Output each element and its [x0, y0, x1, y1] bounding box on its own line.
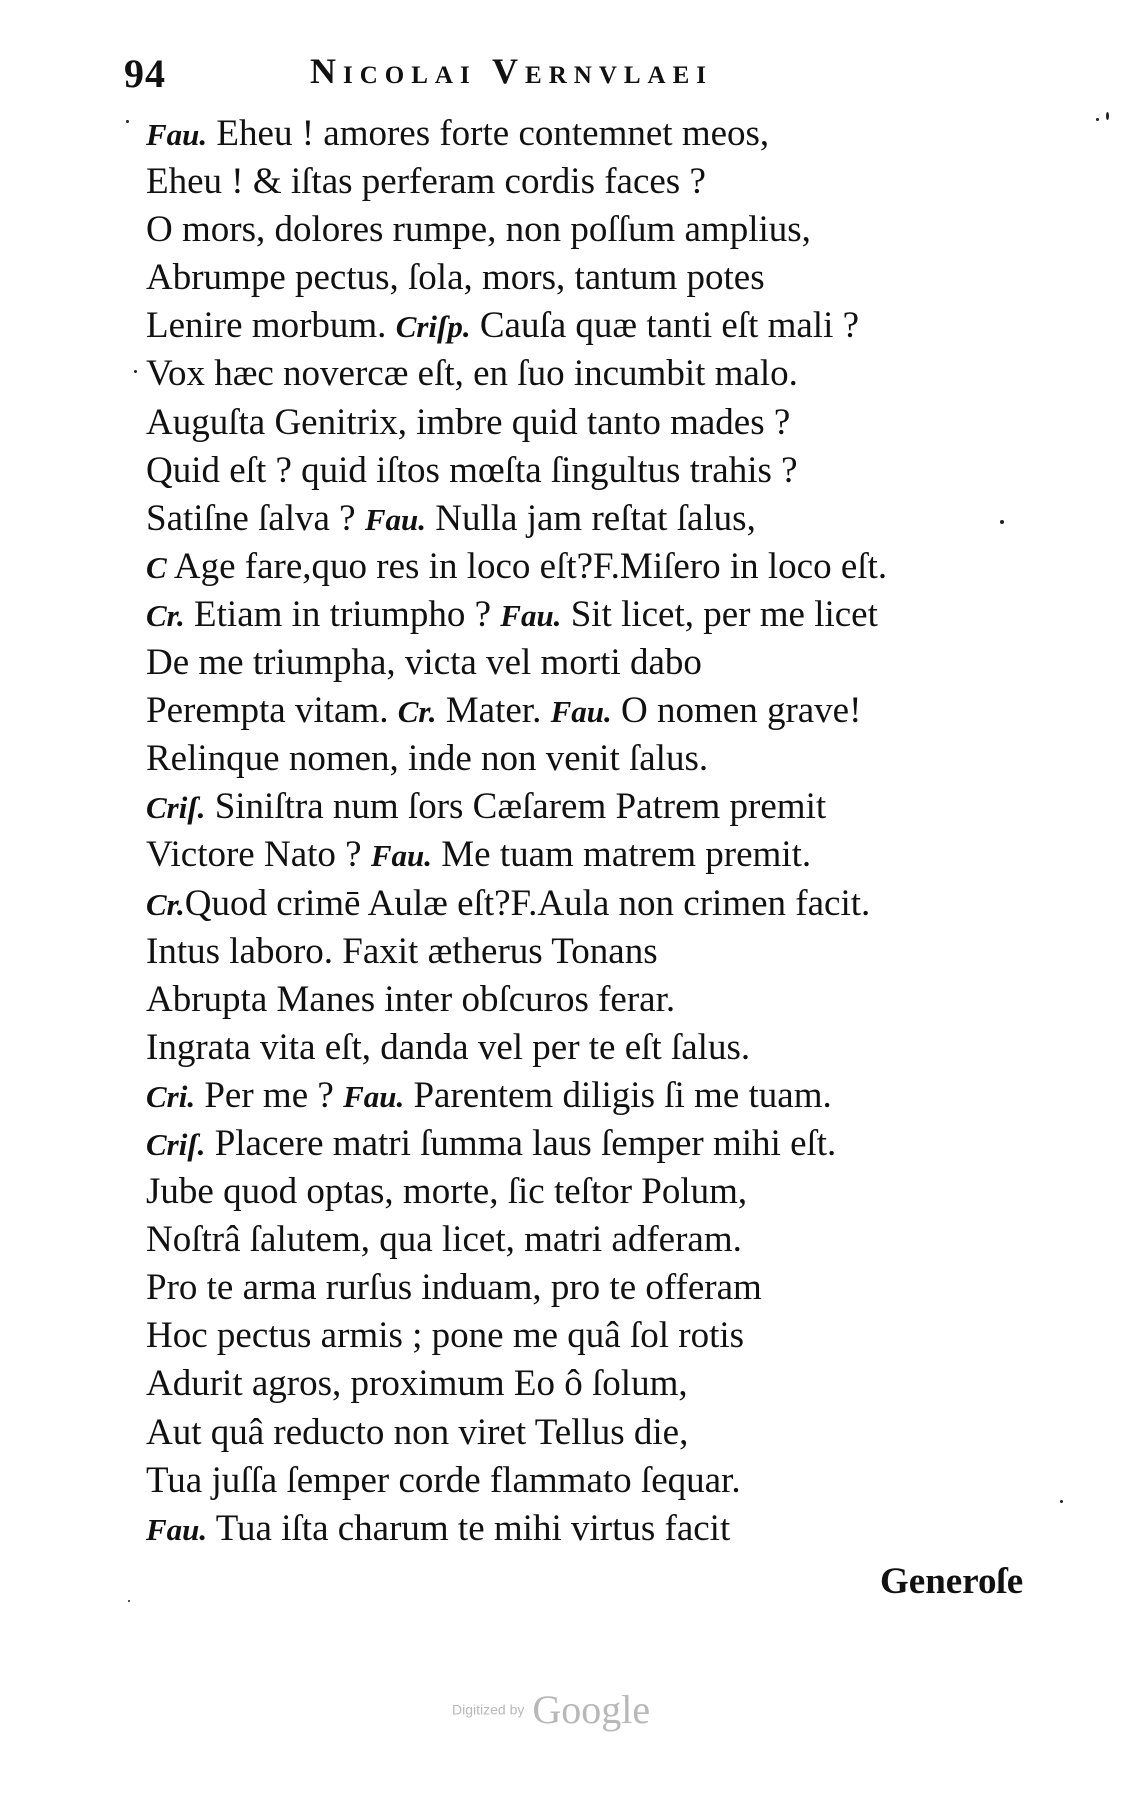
verse-text: Relinque nomen, inde non venit ſalus.	[146, 738, 709, 780]
verse-text: Sit licet, per me licet	[561, 593, 878, 635]
verse-line	[146, 1457, 1046, 1505]
verse-text: Cauſa quæ tanti eſt mali ?	[470, 305, 860, 347]
verse-line	[146, 1120, 1046, 1168]
verse-line	[146, 1360, 1046, 1408]
verse-text: Per me ?	[195, 1074, 344, 1116]
verse-line	[146, 1264, 1046, 1312]
verse-text: Mater.	[436, 690, 551, 732]
verse-text: Auguſta Genitrix, imbre quid tanto mades ?	[146, 401, 791, 443]
verse-line	[146, 1409, 1046, 1457]
verse-text: Me tuam matrem premit.	[432, 834, 812, 876]
verse-text: Vox hæc novercæ eſt, en ſuo incumbit malo.	[146, 353, 798, 395]
verse-text: Abrupta Manes inter obſcuros ferar.	[146, 978, 676, 1020]
verse-line	[146, 254, 1046, 302]
verse-text: Eheu ! & iſtas perferam cordis faces ?	[146, 161, 706, 203]
speaker-tag: Cr.	[397, 694, 437, 730]
verse-text: Intus laboro. Faxit ætherus Tonans	[146, 930, 658, 972]
verse-line	[146, 110, 1046, 158]
verse-text: Nulla jam reſtat ſalus,	[426, 497, 756, 539]
speaker-tag: Fau.	[146, 1511, 208, 1547]
verse-text: Placere matri ſumma laus ſemper mihi eſt.	[205, 1122, 837, 1164]
verse-line	[146, 350, 1046, 398]
verse-line	[146, 928, 1046, 976]
scan-speck	[1060, 1500, 1063, 1503]
verse-line	[146, 1312, 1046, 1360]
verse-line	[146, 880, 1046, 928]
verse-text: Satiſne ſalva ?	[146, 497, 365, 539]
verse-text: Jube quod optas, morte, ſic teſtor Polum,	[146, 1171, 748, 1213]
verse-text: Age fare,quo res in loco eſt?F.Miſero in loco eſt.	[166, 545, 888, 587]
digitization-watermark	[452, 1686, 650, 1733]
verse-line	[146, 1024, 1046, 1072]
verse-text: Noſtrâ ſalutem, qua licet, matri adferam.	[146, 1219, 742, 1261]
verse-text: Eheu ! amores forte contemnet meos,	[207, 113, 770, 154]
verse-line	[146, 1505, 1046, 1553]
watermark-logo: Google	[532, 1687, 651, 1732]
verse-line	[146, 831, 1046, 879]
verse-line	[146, 1168, 1046, 1216]
verse-text: Siniſtra num ſors Cæſarem Patrem premit	[205, 786, 827, 828]
speaker-tag: Fau.	[550, 694, 612, 730]
verse-line	[146, 1216, 1046, 1264]
verse-text: Ingrata vita eſt, danda vel per te eſt ſalus.	[146, 1026, 751, 1068]
verse-line	[146, 591, 1046, 639]
verse-text: Hoc pectus armis ; pone me quâ ſol rotis	[146, 1315, 745, 1357]
verse-text: Parentem diligis ſi me tuam.	[404, 1074, 832, 1116]
speaker-tag: Fau.	[146, 117, 208, 152]
verse-block	[146, 110, 1046, 1553]
verse-line	[146, 783, 1046, 831]
verse-text: Tua juſſa ſemper corde flammato ſequar.	[146, 1459, 741, 1501]
catchword: Generoſe	[880, 1561, 1024, 1602]
verse-text: Tua iſta charum te mihi virtus facit	[207, 1507, 731, 1549]
speaker-tag: Fau.	[500, 597, 562, 633]
verse-line	[146, 639, 1046, 687]
speaker-tag: C	[146, 549, 167, 585]
speaker-tag: Criſp.	[395, 309, 471, 345]
scan-speck	[1000, 520, 1004, 524]
page-number: 94	[124, 51, 166, 96]
speaker-tag: Cr.	[146, 597, 185, 633]
speaker-tag: Fau.	[370, 838, 432, 874]
verse-line	[146, 206, 1046, 254]
watermark-prefix: Digitized by	[452, 1701, 525, 1718]
verse-text: Quid eſt ? quid iſtos mœſta ſingultus trahis ?	[146, 449, 798, 491]
verse-line	[146, 158, 1046, 206]
verse-line	[146, 543, 1046, 591]
verse-text: Aut quâ reducto non viret Tellus die,	[146, 1411, 689, 1453]
speaker-tag: Cri.	[146, 1078, 196, 1114]
verse-text: Victore Nato ?	[146, 834, 371, 876]
verse-line	[146, 495, 1046, 543]
verse-text: Adurit agros, proximum Eo ô ſolum,	[146, 1363, 688, 1405]
verse-text: Pro te arma rurſus induam, pro te offeram	[146, 1267, 762, 1309]
verse-text: O mors, dolores rumpe, non poſſum amplius,	[146, 209, 811, 251]
verse-line	[146, 976, 1046, 1024]
scan-speck	[1096, 118, 1099, 121]
verse-line	[146, 302, 1046, 350]
verse-text: De me triumpha, victa vel morti dabo	[146, 642, 702, 684]
scan-speck	[134, 370, 137, 373]
verse-line	[146, 399, 1046, 447]
speaker-tag: Fau.	[364, 501, 427, 537]
speaker-tag: Fau.	[343, 1078, 405, 1114]
speaker-tag: Criſ.	[146, 1126, 206, 1162]
verse-text: O nomen grave!	[611, 690, 862, 732]
verse-text: Quod crimē Aulæ eſt?F.Aula non crimen facit.	[184, 882, 871, 924]
scan-speck	[1106, 112, 1109, 120]
verse-line	[146, 735, 1046, 783]
verse-line	[146, 687, 1046, 735]
verse-line	[146, 1072, 1046, 1120]
verse-text: Perempta vitam.	[146, 690, 398, 732]
scan-speck	[126, 120, 129, 123]
verse-text: Abrumpe pectus, ſola, mors, tantum potes	[146, 257, 765, 299]
running-title: Nicolai Vernvlaei	[310, 51, 714, 91]
scan-speck	[128, 1600, 130, 1602]
speaker-tag: Cr.	[146, 886, 185, 922]
verse-text: Lenire morbum.	[146, 305, 396, 347]
verse-text: Etiam in triumpho ?	[184, 593, 501, 635]
speaker-tag: Criſ.	[146, 790, 206, 826]
verse-line	[146, 447, 1046, 495]
